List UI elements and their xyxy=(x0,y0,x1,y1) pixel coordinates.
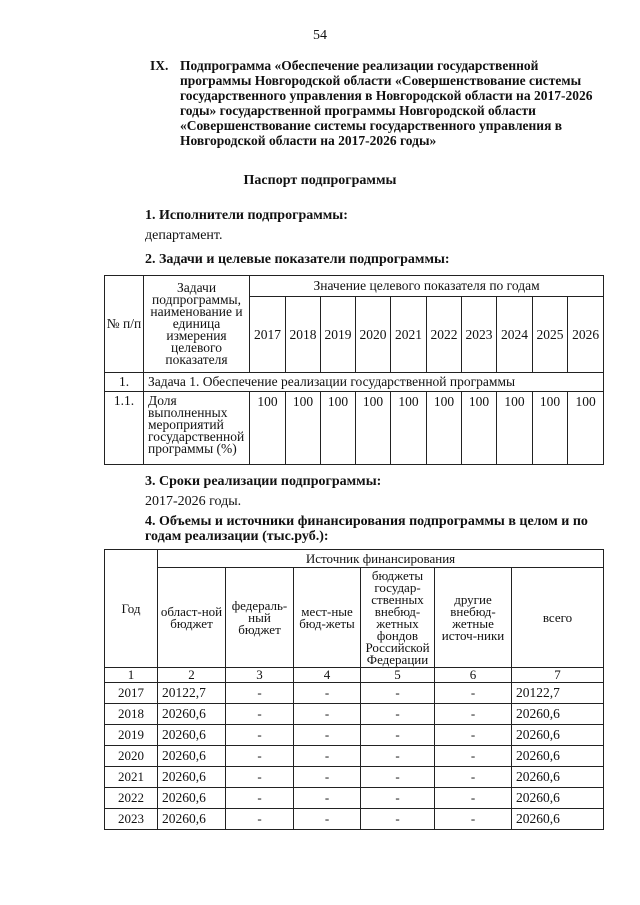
federal-cell: - xyxy=(226,809,294,830)
item1-text: департамент. xyxy=(145,228,223,243)
federal-cell: - xyxy=(226,746,294,767)
col-funds-header: бюджеты государ-ственных внебюд-жетных фондов Российской Федерации xyxy=(361,568,435,668)
col-regional-header: област-ной бюджет xyxy=(158,568,226,668)
other-cell: - xyxy=(435,746,512,767)
total-cell: 20260,6 xyxy=(512,809,604,830)
item3-heading: 3. Сроки реализации подпрограммы: xyxy=(145,474,382,489)
local-cell: - xyxy=(294,788,361,809)
indicator-value: 100 xyxy=(356,392,391,465)
regional-cell: 20122,7 xyxy=(158,683,226,704)
indicator-num: 1.1. xyxy=(105,392,144,465)
total-cell: 20260,6 xyxy=(512,767,604,788)
funds-cell: - xyxy=(361,767,435,788)
year-header: 2025 xyxy=(533,297,568,373)
year-cell: 2017 xyxy=(105,683,158,704)
indicator-value: 100 xyxy=(497,392,533,465)
local-cell: - xyxy=(294,725,361,746)
table-row xyxy=(105,373,604,392)
regional-cell: 20260,6 xyxy=(158,788,226,809)
item2-heading: 2. Задачи и целевые показатели подпрограммы: xyxy=(145,252,450,267)
indicator-value: 100 xyxy=(427,392,462,465)
regional-cell: 20260,6 xyxy=(158,809,226,830)
indicator-text: Доля выполненных мероприятий государственной программы (%) xyxy=(144,392,250,465)
year-header: 2020 xyxy=(356,297,391,373)
federal-cell: - xyxy=(226,704,294,725)
item1-heading: 1. Исполнители подпрограммы: xyxy=(145,208,348,223)
col-sources-header: Источник финансирования xyxy=(158,550,604,568)
total-cell: 20260,6 xyxy=(512,788,604,809)
indicator-value: 100 xyxy=(321,392,356,465)
col-other-header: другие внебюд-жетные источ-ники xyxy=(435,568,512,668)
year-header: 2018 xyxy=(286,297,321,373)
year-header: 2024 xyxy=(497,297,533,373)
year-cell: 2020 xyxy=(105,746,158,767)
item3-text: 2017-2026 годы. xyxy=(145,494,242,509)
total-cell: 20260,6 xyxy=(512,746,604,767)
local-cell: - xyxy=(294,746,361,767)
funds-cell: - xyxy=(361,725,435,746)
indicator-value: 100 xyxy=(462,392,497,465)
year-header: 2021 xyxy=(391,297,427,373)
task-num: 1. xyxy=(105,373,144,392)
year-cell: 2022 xyxy=(105,788,158,809)
indicator-value: 100 xyxy=(533,392,568,465)
section-title: Подпрограмма «Обеспечение реализации государственной программы Новгородской области «Совершенствование системы государственного управления в Новгородской области на 2017-2026 годы» государственной программы Новгородской области «Совершенствование системы государственного управления в Новгородской области на 2017-2026 годы» xyxy=(180,58,593,148)
funds-cell: - xyxy=(361,788,435,809)
regional-cell: 20260,6 xyxy=(158,746,226,767)
year-cell: 2023 xyxy=(105,809,158,830)
indicator-value: 100 xyxy=(391,392,427,465)
table-row xyxy=(105,767,604,788)
column-number: 3 xyxy=(226,668,294,683)
column-number: 4 xyxy=(294,668,361,683)
passport-title: Паспорт подпрограммы xyxy=(243,173,397,188)
table-row xyxy=(105,788,604,809)
column-number: 6 xyxy=(435,668,512,683)
table-row xyxy=(105,725,604,746)
total-cell: 20260,6 xyxy=(512,704,604,725)
total-cell: 20122,7 xyxy=(512,683,604,704)
table-row xyxy=(105,809,604,830)
year-header: 2023 xyxy=(462,297,497,373)
year-header: 2017 xyxy=(250,297,286,373)
other-cell: - xyxy=(435,767,512,788)
table-row xyxy=(105,392,604,465)
other-cell: - xyxy=(435,788,512,809)
indicator-value: 100 xyxy=(250,392,286,465)
funds-cell: - xyxy=(361,704,435,725)
table-row xyxy=(105,683,604,704)
col-total-header: всего xyxy=(512,568,604,668)
year-header: 2022 xyxy=(427,297,462,373)
col-year-header: Год xyxy=(105,550,158,668)
regional-cell: 20260,6 xyxy=(158,767,226,788)
column-number: 7 xyxy=(512,668,604,683)
column-number: 1 xyxy=(105,668,158,683)
other-cell: - xyxy=(435,683,512,704)
funds-cell: - xyxy=(361,683,435,704)
page-number: 54 xyxy=(313,28,327,43)
task-text: Задача 1. Обеспечение реализации государственной программы xyxy=(144,373,604,392)
table-row xyxy=(105,704,604,725)
year-cell: 2018 xyxy=(105,704,158,725)
column-number: 5 xyxy=(361,668,435,683)
local-cell: - xyxy=(294,809,361,830)
section-number: IX. xyxy=(150,58,169,73)
table-row xyxy=(105,746,604,767)
column-number: 2 xyxy=(158,668,226,683)
local-cell: - xyxy=(294,767,361,788)
federal-cell: - xyxy=(226,683,294,704)
financing-table xyxy=(104,549,604,830)
item4-heading: 4. Объемы и источники финансирования подпрограммы в целом и по годам реализации (тыс.руб.): xyxy=(145,514,588,544)
year-header: 2026 xyxy=(568,297,604,373)
other-cell: - xyxy=(435,704,512,725)
local-cell: - xyxy=(294,683,361,704)
year-cell: 2019 xyxy=(105,725,158,746)
federal-cell: - xyxy=(226,725,294,746)
column-numbers-row xyxy=(105,668,604,683)
regional-cell: 20260,6 xyxy=(158,725,226,746)
year-header: 2019 xyxy=(321,297,356,373)
col-num-header: № п/п xyxy=(105,276,144,373)
col-task-header: Задачи подпрограммы, наименование и единица измерения целевого показателя xyxy=(144,276,250,373)
local-cell: - xyxy=(294,704,361,725)
federal-cell: - xyxy=(226,788,294,809)
col-federal-header: федераль-ный бюджет xyxy=(226,568,294,668)
funds-cell: - xyxy=(361,809,435,830)
federal-cell: - xyxy=(226,767,294,788)
year-cell: 2021 xyxy=(105,767,158,788)
other-cell: - xyxy=(435,809,512,830)
indicators-table xyxy=(104,275,604,465)
col-local-header: мест-ные бюд-жеты xyxy=(294,568,361,668)
total-cell: 20260,6 xyxy=(512,725,604,746)
indicator-value: 100 xyxy=(568,392,604,465)
regional-cell: 20260,6 xyxy=(158,704,226,725)
indicator-value: 100 xyxy=(286,392,321,465)
funds-cell: - xyxy=(361,746,435,767)
other-cell: - xyxy=(435,725,512,746)
col-values-header: Значение целевого показателя по годам xyxy=(250,276,604,297)
